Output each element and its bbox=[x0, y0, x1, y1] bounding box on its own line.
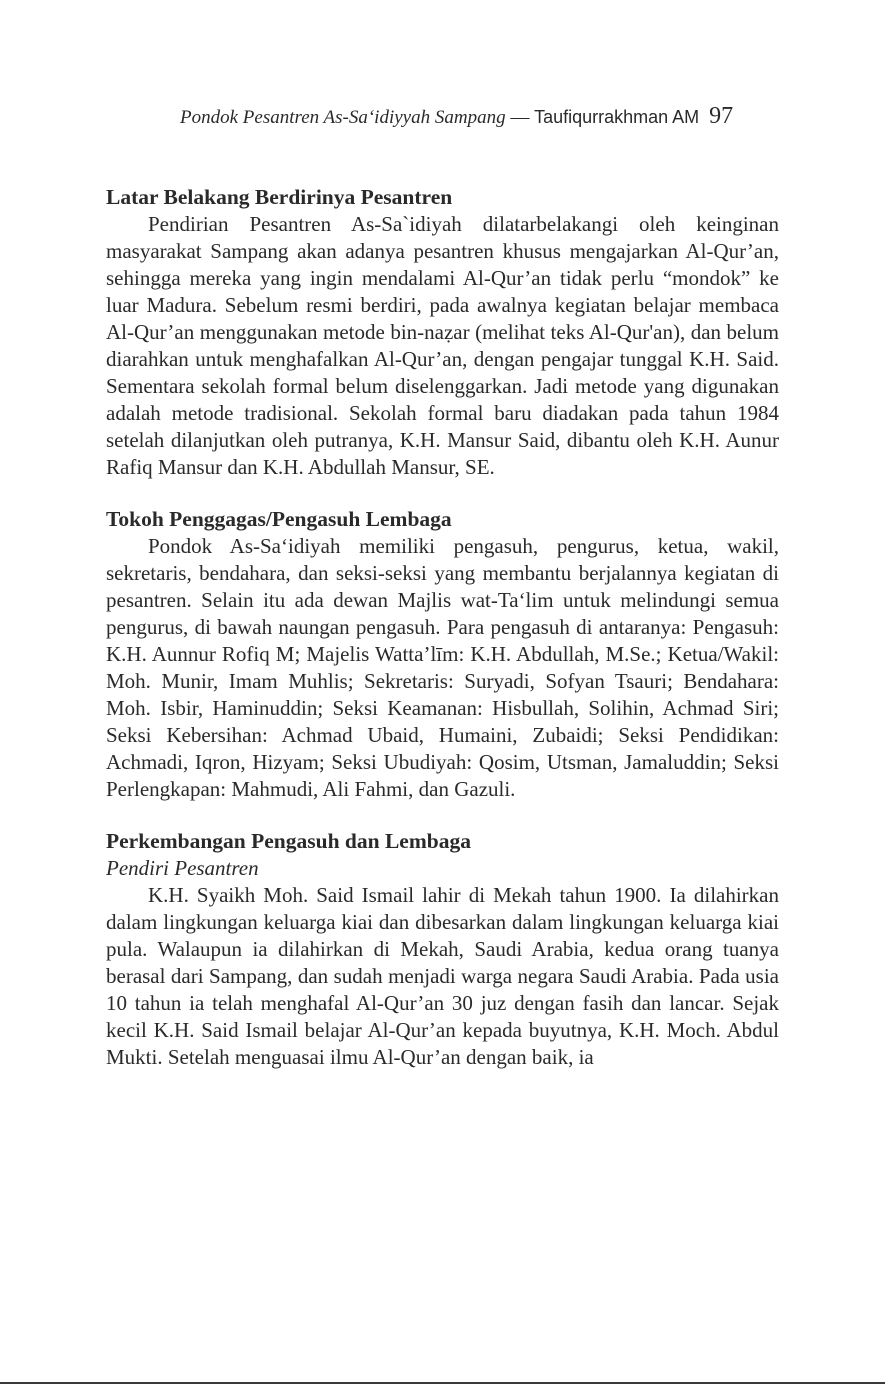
section-paragraph: Pendirian Pesantren As-Sa`idiyah dilatarbelakangi oleh keinginan masyarakat Sampang akan adanya pesantren khusus mengajarkan Al-Qur’an, sehingga mereka yang ingin mendalami Al-Qur’an tidak perlu “mondok” ke luar Madura. Sebelum resmi berdiri, pada awalnya kegiatan belajar membaca Al-Qur’an menggunakan metode bin-naẓar (melihat teks Al-Qur'an), dan belum diarahkan untuk menghafalkan Al-Qur’an, dengan pengajar tunggal K.H. Said. Sementara sekolah formal belum diselenggarkan. Jadi metode yang digunakan adalah metode tradisional. Sekolah formal baru diadakan pada tahun 1984 setelah dilanjutkan oleh putranya, K.H. Mansur Said, dibantu oleh K.H. Aunur Rafiq Mansur dan K.H. Abdullah Mansur, SE. bbox=[106, 212, 779, 479]
section-heading: Perkembangan Pengasuh dan Lembaga bbox=[106, 829, 471, 853]
section-paragraph: K.H. Syaikh Moh. Said Ismail lahir di Mekah tahun 1900. Ia dilahirkan dalam lingkungan keluarga kiai dan dibesarkan dalam lingkungan keluarga kiai pula. Walaupun ia dilahirkan di Mekah, Saudi Arabia, kedua orang tuanya berasal dari Sampang, dan sudah menjadi warga negara Saudi Arabia. Pada usia 10 tahun ia telah menghafal Al-Qur’an 30 juz dengan fasih dan lancar. Sejak kecil K.H. Said Ismail belajar Al-Qur’an kepada buyutnya, K.H. Moch. Abdul Mukti. Setelah menguasai ilmu Al-Qur’an dengan baik, ia bbox=[106, 883, 779, 1069]
section-subheading: Pendiri Pesantren bbox=[106, 856, 259, 880]
section-perkembangan bbox=[106, 828, 779, 1071]
section-heading: Latar Belakang Berdirinya Pesantren bbox=[106, 185, 453, 209]
section-tokoh-pengasuh bbox=[106, 506, 779, 803]
running-header-separator: — bbox=[505, 107, 535, 128]
running-header-title: Pondok Pesantren As-Sa‘idiyyah Sampang bbox=[180, 107, 506, 128]
section-paragraph: Pondok As-Sa‘idiyah memiliki pengasuh, pengurus, ketua, wakil, sekretaris, bendahara, dan seksi-seksi yang membantu berjalannya kegiatan di pesantren. Selain itu ada dewan Majlis wat-Ta‘lim untuk melindungi semua pengurus, di bawah naungan pengasuh. Para pengasuh di antaranya: Pengasuh: K.H. Aunnur Rofiq M; Majelis Watta’līm: K.H. Abdullah, M.Se.; Ketua/Wakil: Moh. Munir, Imam Muhlis; Sekretaris: Suryadi, Sofyan Tsauri; Bendahara: Moh. Isbir, Haminuddin; Seksi Keamanan: Hisbullah, Solihin, Achmad Siri; Seksi Kebersihan: Achmad Ubaid, Humaini, Zubaidi; Seksi Pendidikan: Achmadi, Iqron, Hizyam; Seksi Ubudiyah: Qosim, Utsman, Jamaluddin; Seksi Perlengkapan: Mahmudi, Ali Fahmi, dan Gazuli. bbox=[106, 534, 779, 801]
section-heading: Tokoh Penggagas/Pengasuh Lembaga bbox=[106, 507, 452, 531]
section-latar-belakang bbox=[106, 184, 779, 481]
running-header bbox=[180, 103, 780, 130]
running-header-author: Taufiqurrakhman AM bbox=[534, 107, 700, 127]
bottom-rule bbox=[0, 1382, 885, 1384]
page-number: 97 bbox=[709, 103, 734, 129]
body-text bbox=[106, 184, 779, 1096]
